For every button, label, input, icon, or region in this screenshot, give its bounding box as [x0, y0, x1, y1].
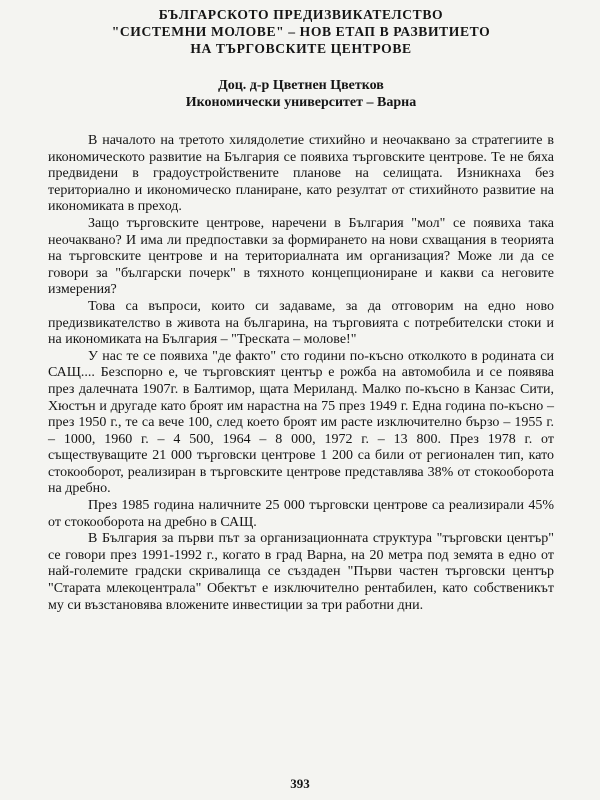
paragraph: Защо търговските центрове, наречени в България "мол" се появиха така неочаквано? И има ли предпоставки за формирането на нови схващания в теорията на търговските центрове и на териториалната им организация? Може ли да се говори за "български почерк" в тяхното концепциониране и какви са неговите измерения?	[48, 215, 554, 298]
article-body	[48, 133, 554, 614]
paragraph: В началото на третото хилядолетие стихийно и неочаквано за стратегиите в икономическото развитие на България се появиха търговските центрове. Те не бяха предвидени в градоустройствените планове на селищата. Изникнаха без териториално и икономическо планиране, като резултат от стихийното развитие на икономиката в преход.	[48, 133, 554, 215]
author-name: Доц. д-р Цветнен Цветков	[218, 78, 384, 93]
author-affiliation: Икономически университет – Варна	[185, 95, 417, 110]
title-line: "СИСТЕМНИ МОЛОВЕ" – НОВ ЕТАП В РАЗВИТИЕТО	[111, 24, 491, 39]
paragraph: В България за първи път за организационната структура "търговски център" се говори през 1991-1992 г., когато в град Варна, на 20 метра под земята в едно от най-големите градски скривалища се създаден "Първи частен търговски център "Старата млекоцентрала" Обектът е изключително рентабилен, като собственикът му си възстановява вложените инвестиции за три работни дни.	[48, 531, 554, 613]
article-title	[48, 6, 554, 57]
paragraph: Това са въпроси, които си задаваме, за да отговорим на едно ново предизвикателство в живота на българина, на търговията с потребителски стоки и на икономиката на България – "Треската – молове!"	[48, 298, 554, 348]
paragraph: У нас те се появиха "де факто" сто години по-късно отколкото в родината си САЩ.... Безспорно е, че търговският център е рожба на автомобила и се появява през далечната 1907г. в Балтимор, щата Мериланд. Малко по-късно в Канзас Сити, Хюстън и другаде като броят им нарастна на 75 през 1949 г. Една година по-късно – през 1950 г., те са вече 100, след което броят им расте изключително бързо – 1955 г. – 1000, 1960 г. – 4 500, 1964 – 8 000, 1972 г. – 13 800. През 1978 г. от съществуващите 21 000 търговски центрове 1 200 са били от регионален тип, като стокооборот, реализиран в търговските центрове представлява 38% от стокооборота на дребно.	[48, 348, 554, 497]
title-line: БЪЛГАРСКОТО ПРЕДИЗВИКАТЕЛСТВО	[158, 7, 444, 22]
page-number: 393	[290, 776, 310, 791]
title-line: НА ТЪРГОВСКИТЕ ЦЕНТРОВЕ	[190, 41, 412, 56]
author-block	[48, 77, 554, 111]
paragraph: През 1985 година наличните 25 000 търговски центрове са реализирали 45% от стокооборота на дребно в САЩ.	[48, 498, 554, 530]
